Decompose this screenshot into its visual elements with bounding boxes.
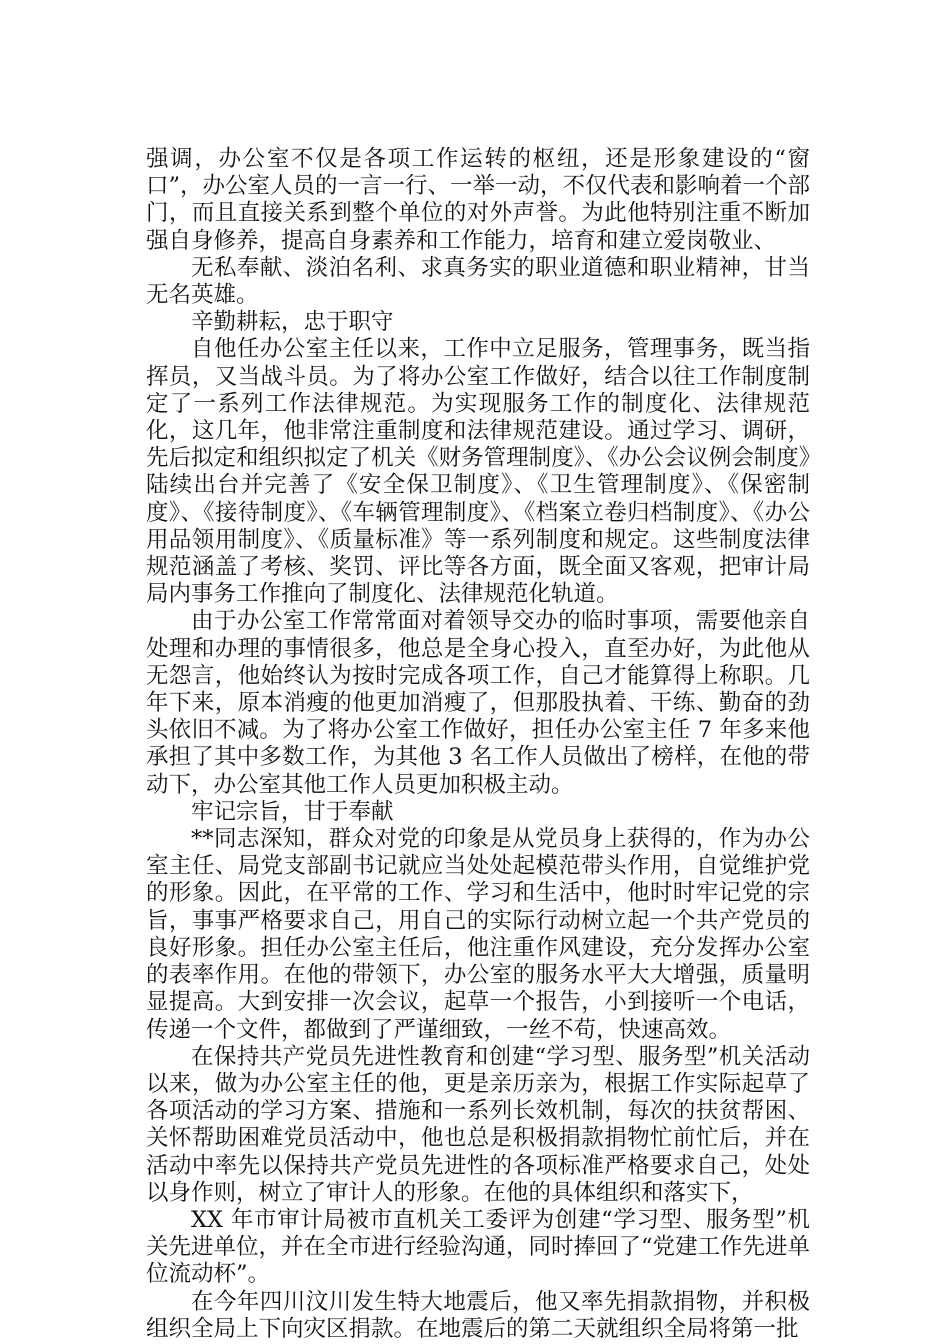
document-body (146, 146, 810, 1343)
paragraph-2: 无私奉献、淡泊名利、求真务实的职业道德和职业精神，甘当无名英雄。 (146, 254, 810, 309)
paragraph-7: XX 年市审计局被市直机关工委评为创建“学习型、服务型”机关先进单位，并在全市进行经验沟通，同时捧回了“党建工作先进单位流动杯”。 (146, 1206, 811, 1288)
paragraph-8: 在今年四川汶川发生特大地震后，他又率先捐款捐物，并积极组织全局上下向灾区捐款。在地震后的第二天就组织全局将第一批 (146, 1288, 810, 1342)
section-heading-dedication: 牢记宗旨，甘于奉献 (191, 798, 394, 825)
paragraph-3: 自他任办公室主任以来，工作中立足服务，管理事务，既当指挥员，又当战斗员。为了将办公室工作做好，结合以往工作制度制定了一系列工作法律规范。为实现服务工作的制度化、法律规范化，这几年，他非常注重制度和法律规范建设。通过学习、调研，先后拟定和组织拟定了机关《财务管理制度》、《办公会议例会制度》陆续出台并完善了《安全保卫制度》、《卫生管理制度》、《保密制度》、《接待制度》、《车辆管理制度》、《档案立卷归档制度》、《办公用品领用制度》、《质量标准》等一系列制度和规定。这些制度法律规范涵盖了考核、奖罚、评比等各方面，既全面又客观，把审计局局内事务工作推向了制度化、法律规范化轨道。 (146, 336, 810, 608)
paragraph-1: 强调，办公室不仅是各项工作运转的枢纽，还是形象建设的“窗口”，办公室人员的一言一行、一举一动，不仅代表和影响着一个部门，而且直接关系到整个单位的对外声誉。为此他特别注重不断加强自身修养，提高自身素养和工作能力，培育和建立爱岗敬业、 (146, 146, 811, 254)
paragraph-5: **同志深知，群众对党的印象是从党员身上获得的，作为办公室主任、局党支部副书记就应当处处起模范带头作用，自觉维护党的形象。因此，在平常的工作、学习和生活中，他时时牢记党的宗旨，事事严格要求自己，用自己的实际行动树立起一个共产党员的良好形象。担任办公室主任后，他注重作风建设，充分发挥办公室的表率作用。在他的带领下，办公室的服务水平大大增强，质量明显提高。大到安排一次会议，起草一个报告，小到接听一个电话，传递一个文件，都做到了严谨细致，一丝不苟，快速高效。 (146, 826, 810, 1043)
section-heading-diligence: 辛勤耕耘，忠于职守 (191, 309, 394, 336)
paragraph-4: 由于办公室工作常常面对着领导交办的临时事项，需要他亲自处理和办理的事情很多，他总是全身心投入，直至办好，为此他从无怨言，他始终认为按时完成各项工作，自己才能算得上称职。几年下来，原本消瘦的他更加消瘦了，但那股执着、干练、勤奋的劲头依旧不减。为了将办公室工作做好，担任办公室主任 7 年多来他承担了其中多数工作，为其他 3 名工作人员做出了榜样，在他的带动下，办公室其他工作人员更加积极主动。 (146, 608, 810, 798)
paragraph-6: 在保持共产党员先进性教育和创建“学习型、服务型”机关活动以来，做为办公室主任的他，更是亲历亲为，根据工作实际起草了各项活动的学习方案、措施和一系列长效机制，每次的扶贫帮困、关怀帮助困难党员活动中，他也总是积极捐款捐物忙前忙后，并在活动中率先以保持共产党员先进性的各项标准严格要求自己，处处以身作则，树立了审计人的形象。在他的具体组织和落实下， (146, 1043, 810, 1206)
